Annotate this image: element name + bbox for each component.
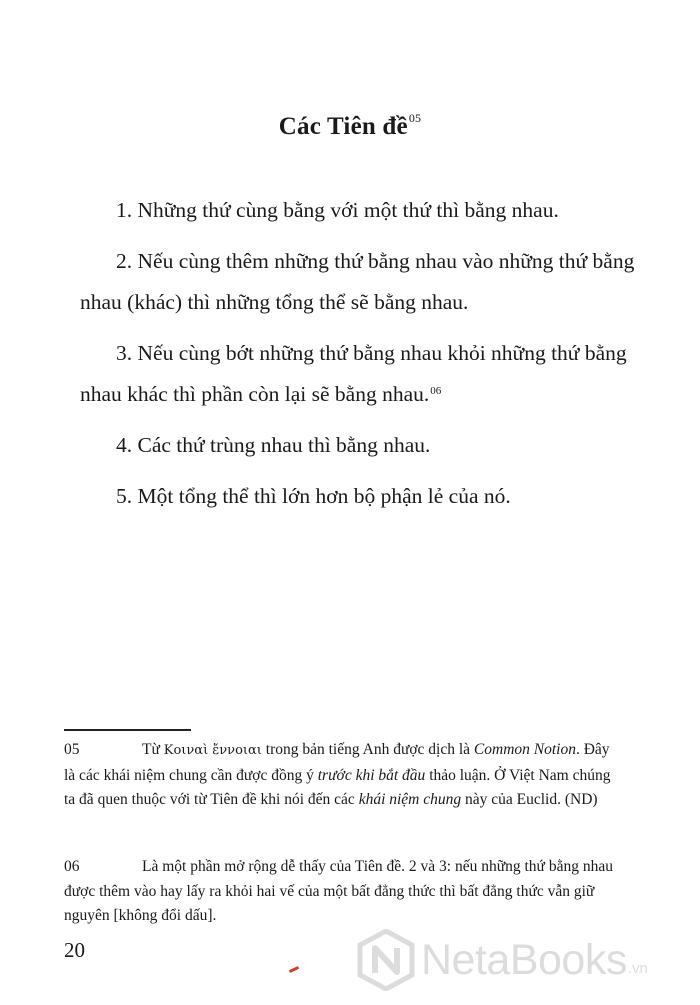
- axiom-3-footnote-ref[interactable]: 06: [430, 385, 442, 397]
- axiom-1: [80, 190, 640, 231]
- title-footnote-ref[interactable]: 05: [408, 110, 422, 125]
- footnote-divider: [64, 729, 191, 731]
- page-title: [0, 110, 700, 141]
- axiom-5-text: 5. Một tổng thể thì lớn hơn bộ phận lẻ của nó.: [116, 484, 511, 508]
- netabooks-logo-icon: [357, 929, 415, 991]
- footnote-05-number: 05: [64, 741, 80, 758]
- footnote-06-number: 06: [64, 858, 80, 875]
- watermark: [357, 925, 648, 995]
- greek-term: Κοιναὶ ἔννοιαι: [163, 743, 262, 758]
- ink-mark: [289, 966, 299, 973]
- term-common-notion: Common Notion: [473, 741, 576, 758]
- page-number: 20: [64, 938, 85, 962]
- watermark-brand: NetaBooks: [421, 935, 627, 984]
- footnote-05: [64, 738, 624, 813]
- axiom-5: [80, 476, 640, 517]
- footnote-05-text: 05 Từ Κοιναὶ ἔννοιαι trong bản tiếng Anh được dịch là Common Notion. Đây là các khái niệm chung cần được đồng ý trước khi bắt đầu thảo luận. Ở Việt Nam chúng ta đã quen thuộc với từ Tiên đề khi nói đến các khái niệm chung này của Euclid. (ND): [64, 738, 624, 813]
- axiom-2: [80, 241, 640, 323]
- axiom-3: [80, 333, 640, 415]
- axiom-list: [80, 190, 640, 527]
- watermark-domain: .vn: [627, 960, 648, 977]
- page-title-text: Các Tiên đề: [278, 112, 408, 140]
- axiom-4: [80, 425, 640, 466]
- axiom-1-text: 1. Những thứ cùng bằng với một thứ thì bằng nhau.: [116, 198, 559, 222]
- axiom-4-text: 4. Các thứ trùng nhau thì bằng nhau.: [116, 433, 431, 457]
- axiom-2-text: 2. Nếu cùng thêm những thứ bằng nhau vào những thứ bằng nhau (khác) thì những tổng thể sẽ bằng nhau.: [80, 249, 635, 314]
- footnote-06-text: 06 Là một phần mở rộng dễ thấy của Tiên đề. 2 và 3: nếu những thứ bằng nhau được thêm vào hay lấy ra khỏi hai vế của một bất đẳng thức thì bất đẳng thức vẫn giữ nguyên [không đổi dấu].: [64, 855, 624, 929]
- axiom-3-text: 3. Nếu cùng bớt những thứ bằng nhau khỏi những thứ bằng nhau khác thì phần còn lại sẽ bằng nhau.: [80, 341, 627, 406]
- footnote-06: [64, 855, 624, 929]
